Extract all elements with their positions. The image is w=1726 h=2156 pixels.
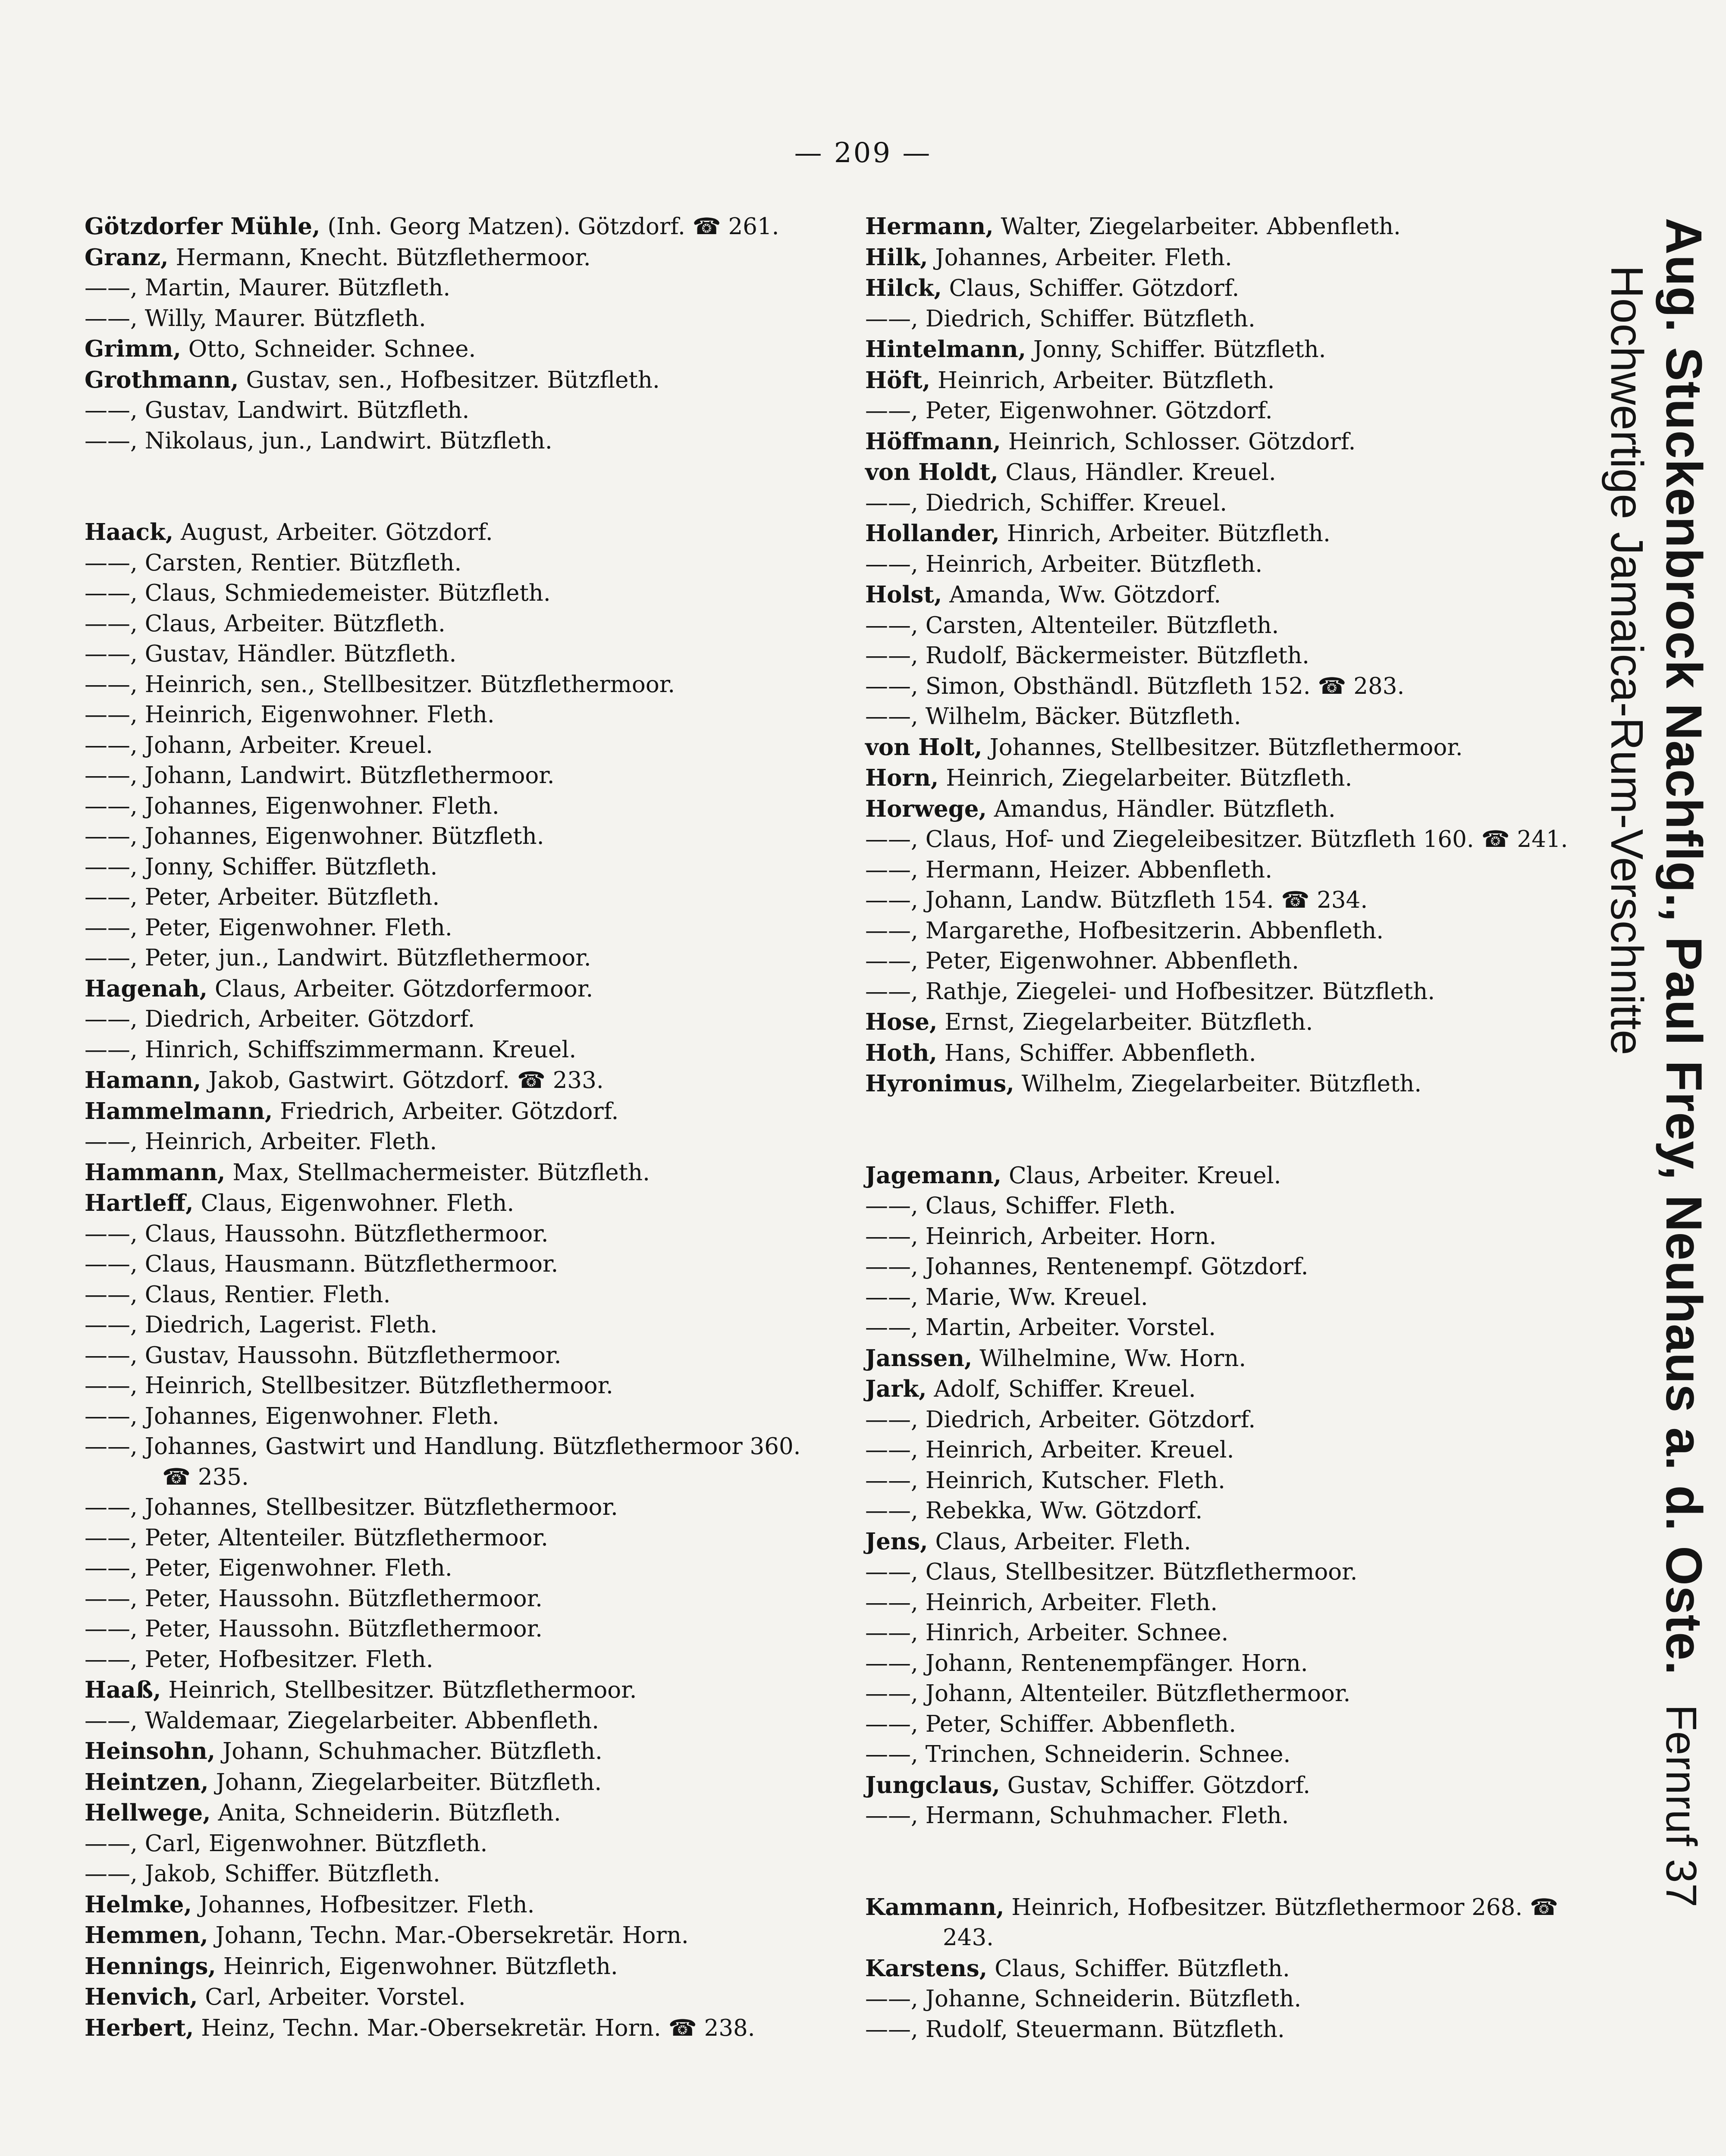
entry-details: ——, Johann, Landw. Bützfleth 154. ☎ 234. bbox=[865, 887, 1368, 913]
entry-details: ——, Heinrich, Arbeiter. Kreuel. bbox=[865, 1437, 1234, 1463]
entry-surname: Hoth, bbox=[865, 1039, 937, 1066]
entry-details: ——, Rudolf, Bäckermeister. Bützfleth. bbox=[865, 642, 1309, 669]
directory-entry bbox=[85, 730, 835, 761]
entry-details: Claus, Händler. Kreuel. bbox=[1005, 459, 1276, 486]
entry-details: ——, Diedrich, Schiffer. Bützfleth. bbox=[865, 305, 1255, 332]
directory-entry bbox=[865, 1496, 1616, 1526]
directory-entry bbox=[865, 916, 1616, 946]
directory-entry bbox=[85, 395, 835, 426]
entry-details: ——, Peter, Arbeiter. Bützfleth. bbox=[85, 884, 440, 910]
entry-details: ——, Diedrich, Lagerist. Fleth. bbox=[85, 1312, 438, 1338]
directory-entry bbox=[865, 1069, 1616, 1100]
directory-entry bbox=[865, 946, 1616, 977]
entry-surname: Grothmann, bbox=[85, 366, 239, 393]
directory-entry bbox=[85, 670, 835, 700]
entry-details: ——, Diedrich, Arbeiter. Götzdorf. bbox=[85, 1006, 475, 1032]
entry-details: Claus, Schiffer. Götzdorf. bbox=[949, 275, 1240, 301]
entry-details: ——, Hermann, Heizer. Abbenfleth. bbox=[865, 856, 1273, 883]
entry-details: Jonny, Schiffer. Bützfleth. bbox=[1033, 336, 1326, 363]
directory-entry bbox=[865, 1466, 1616, 1496]
entry-details: ——, Claus, Hof- und Ziegeleibesitzer. Bützfleth 160. ☎ 241. bbox=[865, 826, 1568, 852]
entry-details: Johann, Ziegelarbeiter. Bützfleth. bbox=[216, 1769, 602, 1796]
entry-surname: Hamann, bbox=[85, 1067, 201, 1094]
entry-details: ——, Heinrich, sen., Stellbesitzer. Bützflethermoor. bbox=[85, 671, 675, 698]
entry-surname: Jens, bbox=[865, 1528, 928, 1555]
directory-entry bbox=[85, 1706, 835, 1736]
directory-entry bbox=[865, 671, 1616, 702]
directory-entry bbox=[865, 273, 1616, 304]
entry-details: Claus, Arbeiter. Götzdorfermoor. bbox=[214, 975, 593, 1002]
directory-entry bbox=[85, 1249, 835, 1280]
directory-entry bbox=[85, 821, 835, 852]
entry-details: Johannes, Arbeiter. Fleth. bbox=[935, 244, 1232, 271]
entry-details: ——, Martin, Arbeiter. Vorstel. bbox=[865, 1314, 1216, 1341]
entry-surname: Granz, bbox=[85, 244, 169, 271]
directory-entry bbox=[85, 1310, 835, 1341]
entry-details: Johannes, Stellbesitzer. Bützflethermoor. bbox=[989, 734, 1463, 761]
entry-details: ——, Carsten, Rentier. Bützfleth. bbox=[85, 549, 462, 576]
side-ad-phone: Fernruf 37 bbox=[1657, 1704, 1705, 1908]
directory-entry bbox=[85, 882, 835, 913]
directory-entry bbox=[85, 1920, 835, 1951]
entry-details: ——, Margarethe, Hofbesitzerin. Abbenfleth. bbox=[865, 917, 1384, 944]
entry-details: Gustav, sen., Hofbesitzer. Bützfleth. bbox=[246, 367, 660, 393]
entry-surname: Heintzen, bbox=[85, 1768, 209, 1796]
entry-details: Johann, Schuhmacher. Bützfleth. bbox=[223, 1738, 603, 1764]
entry-details: Heinrich, Schlosser. Götzdorf. bbox=[1008, 428, 1356, 455]
directory-entry bbox=[865, 763, 1616, 794]
directory-entry bbox=[865, 1739, 1616, 1770]
entry-surname: Horwege, bbox=[865, 795, 987, 822]
directory-entry bbox=[85, 1219, 835, 1250]
entry-surname: Kammann, bbox=[865, 1893, 1004, 1921]
entry-surname: Hilck, bbox=[865, 275, 942, 301]
directory-entry bbox=[865, 518, 1616, 549]
directory-entry bbox=[865, 334, 1616, 365]
entry-details: Heinrich, Eigenwohner. Bützfleth. bbox=[223, 1953, 618, 1980]
side-ad-company-line: Aug. Stuckenbrock Nachflg., Paul Frey, Neuhaus a. d. Oste. bbox=[1655, 218, 1712, 1676]
directory-entry bbox=[865, 1648, 1616, 1679]
entry-surname: Karstens, bbox=[865, 1955, 988, 1982]
directory-entry bbox=[85, 1280, 835, 1310]
entry-details: Hinrich, Arbeiter. Bützfleth. bbox=[1007, 520, 1331, 547]
entry-details: August, Arbeiter. Götzdorf. bbox=[181, 519, 493, 545]
directory-entry bbox=[865, 1892, 1616, 1953]
directory-entry bbox=[85, 1371, 835, 1401]
entry-details: ——, Heinrich, Arbeiter. Fleth. bbox=[85, 1128, 437, 1155]
directory-entry bbox=[865, 396, 1616, 426]
entry-surname: Jungclaus, bbox=[865, 1771, 1000, 1799]
directory-entry bbox=[865, 1435, 1616, 1466]
directory-entry bbox=[865, 1588, 1616, 1618]
entry-surname: Hennings, bbox=[85, 1952, 216, 1980]
entry-details: Friedrich, Arbeiter. Götzdorf. bbox=[280, 1098, 619, 1125]
entry-details: Hans, Schiffer. Abbenfleth. bbox=[944, 1040, 1256, 1066]
entry-details: ——, Johanne, Schneiderin. Bützfleth. bbox=[865, 1986, 1302, 2012]
directory-entry bbox=[865, 242, 1616, 273]
directory-column-left bbox=[85, 211, 835, 2043]
directory-entry bbox=[85, 1767, 835, 1798]
entry-details: ——, Hermann, Schuhmacher. Fleth. bbox=[865, 1802, 1289, 1829]
directory-entry bbox=[865, 457, 1616, 488]
entry-details: ——, Peter, Eigenwohner. Abbenfleth. bbox=[865, 948, 1299, 974]
directory-entry bbox=[865, 641, 1616, 671]
entry-details: ——, Claus, Schmiedemeister. Bützfleth. bbox=[85, 580, 551, 606]
entry-details: ——, Peter, Haussohn. Bützflethermoor. bbox=[85, 1616, 543, 1642]
entry-details: ——, Jonny, Schiffer. Bützfleth. bbox=[85, 853, 438, 880]
entry-surname: Helmke, bbox=[85, 1891, 192, 1918]
entry-details: ——, Gustav, Haussohn. Bützflethermoor. bbox=[85, 1342, 562, 1369]
entry-surname: von Holdt, bbox=[865, 459, 998, 486]
entry-details: Carl, Arbeiter. Vorstel. bbox=[205, 1984, 466, 2010]
entry-details: ——, Marie, Ww. Kreuel. bbox=[865, 1284, 1148, 1310]
entry-details: ——, Johann, Arbeiter. Kreuel. bbox=[85, 732, 433, 758]
directory-entry bbox=[865, 580, 1616, 611]
entry-details: ——, Heinrich, Arbeiter. Fleth. bbox=[865, 1589, 1218, 1616]
entry-details: ——, Trinchen, Schneiderin. Schnee. bbox=[865, 1741, 1291, 1767]
entry-details: ——, Claus, Rentier. Fleth. bbox=[85, 1281, 391, 1308]
directory-entry bbox=[865, 426, 1616, 458]
entry-surname: Horn, bbox=[865, 765, 939, 791]
entry-details: ——, Johannes, Eigenwohner. Fleth. bbox=[85, 793, 499, 819]
entry-details: ——, Johannes, Stellbesitzer. Bützflethermoor. bbox=[85, 1494, 618, 1520]
directory-entry bbox=[865, 1038, 1616, 1069]
directory-entry bbox=[85, 1035, 835, 1065]
directory-entry bbox=[85, 1645, 835, 1675]
directory-entry bbox=[85, 1675, 835, 1706]
entry-details: ——, Carsten, Altenteiler. Bützfleth. bbox=[865, 612, 1279, 639]
entry-details: ——, Simon, Obsthändl. Bützfleth 152. ☎ 283. bbox=[865, 673, 1405, 699]
entry-surname: Hollander, bbox=[865, 520, 1000, 547]
directory-entry bbox=[85, 974, 835, 1005]
directory-entry bbox=[85, 1829, 835, 1859]
directory-entry bbox=[85, 700, 835, 730]
directory-entry bbox=[85, 1584, 835, 1614]
entry-details: Claus, Eigenwohner. Fleth. bbox=[201, 1190, 515, 1216]
directory-entry bbox=[865, 732, 1616, 763]
directory-entry bbox=[85, 1188, 835, 1219]
directory-entry bbox=[85, 2013, 835, 2044]
directory-entry bbox=[85, 1065, 835, 1096]
directory-entry bbox=[85, 639, 835, 670]
directory-entry bbox=[85, 517, 835, 548]
directory-entry bbox=[85, 365, 835, 396]
entry-details: ——, Peter, Eigenwohner. Fleth. bbox=[85, 914, 452, 941]
directory-entry bbox=[85, 609, 835, 639]
entry-details: Hermann, Knecht. Bützflethermoor. bbox=[176, 244, 591, 271]
directory-entry bbox=[865, 855, 1616, 886]
entry-details: ——, Johannes, Rentenempf. Götzdorf. bbox=[865, 1253, 1309, 1280]
directory-entry bbox=[865, 702, 1616, 732]
entry-details: ——, Nikolaus, jun., Landwirt. Bützfleth. bbox=[85, 427, 552, 454]
entry-details: Otto, Schneider. Schnee. bbox=[188, 336, 476, 362]
entry-surname: Janssen, bbox=[865, 1344, 973, 1372]
entry-details: ——, Rathje, Ziegelei- und Hofbesitzer. Bützfleth. bbox=[865, 978, 1435, 1005]
directory-entry bbox=[85, 578, 835, 609]
entry-details: Heinz, Techn. Mar.-Obersekretär. Horn. ☎ 238. bbox=[201, 2015, 755, 2041]
entry-details: Claus, Arbeiter. Fleth. bbox=[935, 1528, 1191, 1555]
entry-surname: Hyronimus, bbox=[865, 1070, 1014, 1097]
entry-details: Claus, Schiffer. Bützfleth. bbox=[995, 1955, 1290, 1982]
directory-entry bbox=[865, 611, 1616, 641]
entry-surname: Henvich, bbox=[85, 1984, 198, 2010]
entry-surname: Hammelmann, bbox=[85, 1097, 273, 1125]
entry-details: Wilhelm, Ziegelarbeiter. Bützfleth. bbox=[1021, 1071, 1422, 1097]
entry-details: ——, Peter, Schiffer. Abbenfleth. bbox=[865, 1711, 1236, 1737]
entry-details: ——, Jakob, Schiffer. Bützfleth. bbox=[85, 1861, 440, 1887]
entry-surname: Hammann, bbox=[85, 1159, 226, 1186]
directory-entry bbox=[85, 1982, 835, 2013]
entry-surname: Herbert, bbox=[85, 2014, 194, 2041]
directory-entry bbox=[85, 761, 835, 791]
entry-surname: Haaß, bbox=[85, 1677, 161, 1703]
entry-details: ——, Martin, Maurer. Bützfleth. bbox=[85, 275, 451, 301]
directory-entry bbox=[865, 794, 1616, 825]
directory-entry bbox=[85, 1341, 835, 1371]
directory-entry bbox=[85, 426, 835, 457]
directory-entry bbox=[85, 242, 835, 273]
directory-entry bbox=[85, 1553, 835, 1584]
entry-surname: Götzdorfer Mühle, bbox=[85, 213, 320, 240]
entry-details: ——, Rudolf, Steuermann. Bützfleth. bbox=[865, 2016, 1285, 2043]
directory-entry bbox=[865, 1679, 1616, 1709]
entry-details: ——, Claus, Haussohn. Bützflethermoor. bbox=[85, 1220, 549, 1247]
entry-details: ——, Heinrich, Arbeiter. Horn. bbox=[865, 1223, 1217, 1250]
entry-details: Heinrich, Hofbesitzer. Bützflethermoor 268. ☎ 243. bbox=[943, 1894, 1559, 1951]
directory-entry bbox=[85, 1401, 835, 1432]
entry-surname: Hermann, bbox=[865, 213, 994, 240]
directory-entry bbox=[865, 1282, 1616, 1313]
directory-entry bbox=[865, 365, 1616, 396]
entry-details: ——, Johann, Altenteiler. Bützflethermoor. bbox=[865, 1680, 1351, 1707]
entry-details: ——, Claus, Schiffer. Fleth. bbox=[865, 1193, 1176, 1219]
directory-entry bbox=[865, 1160, 1616, 1191]
entry-surname: Heinsohn, bbox=[85, 1738, 216, 1764]
directory-entry bbox=[865, 1557, 1616, 1588]
directory-entry bbox=[865, 304, 1616, 335]
entry-details: Gustav, Schiffer. Götzdorf. bbox=[1007, 1772, 1311, 1799]
entry-surname: Hose, bbox=[865, 1009, 938, 1035]
directory-entry bbox=[85, 1492, 835, 1523]
side-advertisement bbox=[1601, 218, 1712, 2156]
entry-details: ——, Willy, Maurer. Bützfleth. bbox=[85, 305, 426, 332]
directory-entry bbox=[85, 1127, 835, 1157]
entry-details: ——, Claus, Stellbesitzer. Bützflethermoor. bbox=[865, 1559, 1358, 1585]
side-ad-product-line: Hochwertige Jamaica-Rum-Verschnitte bbox=[1601, 265, 1652, 1056]
entry-details: ——, Heinrich, Kutscher. Fleth. bbox=[865, 1467, 1225, 1494]
entry-surname: Hagenah, bbox=[85, 975, 208, 1002]
entry-details: ——, Carl, Eigenwohner. Bützfleth. bbox=[85, 1830, 488, 1857]
directory-entry bbox=[85, 1859, 835, 1890]
directory-entry bbox=[85, 304, 835, 334]
directory-entry bbox=[865, 1526, 1616, 1557]
entry-details: Heinrich, Arbeiter. Bützfleth. bbox=[938, 367, 1275, 394]
entry-details: ——, Peter, Altenteiler. Bützflethermoor. bbox=[85, 1524, 548, 1551]
directory-entry bbox=[85, 1614, 835, 1645]
entry-details: Johannes, Hofbesitzer. Fleth. bbox=[199, 1891, 535, 1918]
directory-entry bbox=[85, 1890, 835, 1921]
entry-surname: Hemmen, bbox=[85, 1922, 208, 1949]
entry-details: Wilhelmine, Ww. Horn. bbox=[979, 1345, 1246, 1372]
directory-entry bbox=[865, 1222, 1616, 1252]
entry-details: ——, Rebekka, Ww. Götzdorf. bbox=[865, 1498, 1203, 1524]
directory-entry bbox=[865, 977, 1616, 1007]
directory-entry bbox=[85, 334, 835, 365]
directory-entry bbox=[865, 211, 1616, 242]
entry-details: ——, Waldemaar, Ziegelarbeiter. Abbenfleth. bbox=[85, 1707, 599, 1734]
entry-surname: Hellwege, bbox=[85, 1799, 211, 1826]
entry-details: ——, Johann, Landwirt. Bützflethermoor. bbox=[85, 762, 555, 789]
directory-entry bbox=[865, 1191, 1616, 1222]
entry-details: Ernst, Ziegelarbeiter. Bützfleth. bbox=[945, 1009, 1313, 1035]
entry-surname: Hilk, bbox=[865, 244, 928, 271]
directory-entry bbox=[865, 1313, 1616, 1343]
directory-entry bbox=[85, 1096, 835, 1127]
directory-entry bbox=[865, 824, 1616, 855]
entry-details: Heinrich, Stellbesitzer. Bützflethermoor. bbox=[168, 1677, 637, 1703]
entry-details: ——, Peter, Hofbesitzer. Fleth. bbox=[85, 1646, 433, 1673]
directory-entry bbox=[865, 1801, 1616, 1831]
entry-surname: Holst, bbox=[865, 581, 942, 608]
entry-details: ——, Peter, Eigenwohner. Fleth. bbox=[85, 1555, 452, 1581]
entry-details: ——, Johann, Rentenempfänger. Horn. bbox=[865, 1650, 1308, 1677]
directory-entry bbox=[85, 1432, 835, 1492]
directory-entry bbox=[85, 852, 835, 883]
directory-entry bbox=[85, 943, 835, 974]
entry-details: ——, Diedrich, Arbeiter. Götzdorf. bbox=[865, 1406, 1256, 1433]
entry-details: Adolf, Schiffer. Kreuel. bbox=[934, 1376, 1196, 1402]
directory-entry bbox=[85, 1157, 835, 1188]
entry-details: ——, Johannes, Gastwirt und Handlung. Bützflethermoor 360. ☎ 235. bbox=[85, 1433, 801, 1490]
entry-details: ——, Hinrich, Arbeiter. Schnee. bbox=[865, 1620, 1229, 1646]
entry-details: ——, Diedrich, Schiffer. Kreuel. bbox=[865, 489, 1227, 516]
entry-details: Max, Stellmachermeister. Bützfleth. bbox=[232, 1159, 650, 1186]
directory-entry bbox=[865, 1984, 1616, 2015]
directory-entry bbox=[85, 1736, 835, 1767]
directory-entry bbox=[865, 1770, 1616, 1801]
entry-details: ——, Peter, Haussohn. Bützflethermoor. bbox=[85, 1585, 543, 1612]
directory-entry bbox=[85, 211, 835, 242]
entry-details: ——, Gustav, Händler. Bützfleth. bbox=[85, 641, 457, 667]
entry-details: ——, Johannes, Eigenwohner. Fleth. bbox=[85, 1403, 499, 1429]
entry-surname: Haack, bbox=[85, 519, 174, 545]
entry-details: ——, Gustav, Landwirt. Bützfleth. bbox=[85, 397, 470, 423]
directory-entry bbox=[865, 1709, 1616, 1740]
directory-entry bbox=[85, 1004, 835, 1035]
entry-details: ——, Johannes, Eigenwohner. Bützfleth. bbox=[85, 823, 544, 849]
directory-entry bbox=[865, 1252, 1616, 1282]
directory-entry bbox=[85, 1798, 835, 1829]
directory-entry bbox=[865, 1953, 1616, 1984]
entry-surname: Höft, bbox=[865, 367, 931, 394]
directory-entry bbox=[85, 1951, 835, 1982]
entry-details: Walter, Ziegelarbeiter. Abbenfleth. bbox=[1001, 213, 1401, 240]
directory-entry bbox=[865, 885, 1616, 916]
entry-details: Jakob, Gastwirt. Götzdorf. ☎ 233. bbox=[208, 1067, 604, 1094]
directory-entry bbox=[865, 549, 1616, 580]
entry-details: ——, Claus, Arbeiter. Bützfleth. bbox=[85, 610, 446, 637]
directory-entry bbox=[85, 913, 835, 943]
entry-surname: Jark, bbox=[865, 1376, 927, 1402]
directory-entry bbox=[865, 1374, 1616, 1405]
directory-entry bbox=[865, 488, 1616, 519]
entry-details: Johann, Techn. Mar.-Obersekretär. Horn. bbox=[215, 1922, 689, 1949]
directory-entry bbox=[85, 548, 835, 579]
entry-details: Anita, Schneiderin. Bützfleth. bbox=[218, 1800, 561, 1826]
entry-details: ——, Heinrich, Eigenwohner. Fleth. bbox=[85, 702, 495, 728]
entry-details: ——, Heinrich, Arbeiter. Bützfleth. bbox=[865, 551, 1263, 577]
entry-surname: von Holt, bbox=[865, 733, 982, 761]
directory-column-right bbox=[865, 211, 1616, 2045]
entry-details: ——, Peter, jun., Landwirt. Bützflethermoor. bbox=[85, 945, 591, 971]
entry-surname: Höffmann, bbox=[865, 428, 1001, 455]
entry-details: ——, Peter, Eigenwohner. Götzdorf. bbox=[865, 398, 1273, 424]
entry-details: Amanda, Ww. Götzdorf. bbox=[949, 582, 1221, 608]
directory-entry bbox=[85, 1523, 835, 1554]
directory-entry bbox=[865, 1405, 1616, 1435]
entry-surname: Grimm, bbox=[85, 335, 181, 362]
directory-entry bbox=[865, 1007, 1616, 1038]
directory-entry bbox=[865, 2015, 1616, 2045]
entry-details: Claus, Arbeiter. Kreuel. bbox=[1009, 1162, 1281, 1189]
entry-details: ——, Wilhelm, Bäcker. Bützfleth. bbox=[865, 703, 1241, 730]
directory-entry bbox=[865, 1343, 1616, 1374]
page-number: — 209 — bbox=[794, 137, 932, 169]
entry-details: Amandus, Händler. Bützfleth. bbox=[994, 796, 1336, 822]
directory-entry bbox=[85, 273, 835, 304]
entry-surname: Hartleff, bbox=[85, 1190, 194, 1216]
entry-surname: Jagemann, bbox=[865, 1162, 1002, 1189]
entry-details: (Inh. Georg Matzen). Götzdorf. ☎ 261. bbox=[327, 213, 779, 240]
directory-entry bbox=[85, 791, 835, 822]
entry-details: ——, Heinrich, Stellbesitzer. Bützflethermoor. bbox=[85, 1373, 613, 1399]
directory-entry bbox=[865, 1618, 1616, 1648]
entry-details: Heinrich, Ziegelarbeiter. Bützfleth. bbox=[946, 765, 1353, 791]
entry-details: ——, Hinrich, Schiffszimmermann. Kreuel. bbox=[85, 1036, 577, 1063]
entry-surname: Hintelmann, bbox=[865, 336, 1026, 363]
entry-details: ——, Claus, Hausmann. Bützflethermoor. bbox=[85, 1251, 559, 1277]
